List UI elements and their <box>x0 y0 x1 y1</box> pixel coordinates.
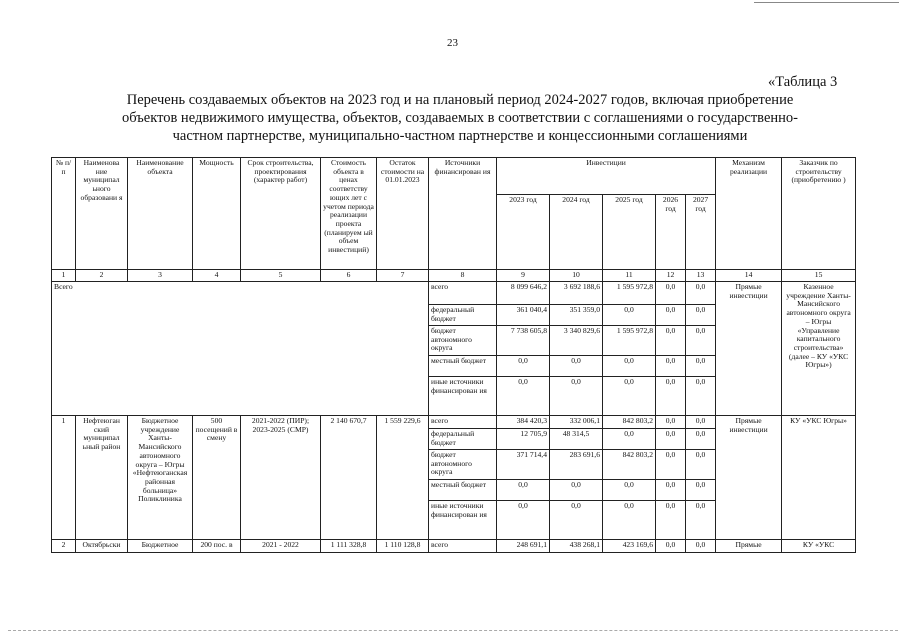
source-cell: федеральный бюджет <box>429 429 497 450</box>
item-cost: 2 140 670,7 <box>321 416 377 540</box>
value-2024: 332 006,1 <box>550 416 603 429</box>
value-2026: 0,0 <box>656 356 686 377</box>
column-number: 12 <box>656 270 686 282</box>
item-capacity: 500 посещений в смену <box>193 416 241 540</box>
column-number: 4 <box>193 270 241 282</box>
table-label: «Таблица 3 <box>768 74 838 90</box>
total-mechanism: Прямые инвестиции <box>716 282 782 416</box>
value-2025: 842 803,2 <box>603 450 656 480</box>
item-remainder: 1 559 229,6 <box>377 416 429 540</box>
bottom-scan-edge <box>8 630 898 631</box>
title-line-1: Перечень создаваемых объектов на 2023 год и на плановый период 2024-2027 годов, включая приобретение <box>126 92 794 108</box>
investment-table <box>51 157 856 553</box>
column-number: 14 <box>716 270 782 282</box>
value-2023: 12 705,9 <box>497 429 550 450</box>
value-2025: 0,0 <box>603 429 656 450</box>
value-2026: 0,0 <box>656 540 686 553</box>
header-2027: 2027 год <box>686 195 716 270</box>
value-2027: 0,0 <box>686 480 716 501</box>
header-period: Срок строительства, проектирования (характер работ) <box>241 158 321 270</box>
header-remainder: Остаток стоимости на 01.01.2023 <box>377 158 429 270</box>
header-customer: Заказчик по строительству (приобретению ) <box>782 158 856 270</box>
item-customer: КУ «УКС <box>782 540 856 553</box>
value-2027: 0,0 <box>686 356 716 377</box>
value-2025: 423 169,6 <box>603 540 656 553</box>
column-number: 3 <box>128 270 193 282</box>
item-object: Бюджетное учреждение Ханты-Мансийского автономного округа – Югры «Нефтеюганская районная больница» Поликлиника <box>128 416 193 540</box>
value-2023: 248 691,1 <box>497 540 550 553</box>
column-number: 15 <box>782 270 856 282</box>
column-number: 2 <box>76 270 128 282</box>
value-2023: 371 714,4 <box>497 450 550 480</box>
value-2024: 3 340 829,6 <box>550 326 603 356</box>
value-2027: 0,0 <box>686 416 716 429</box>
value-2024: 0,0 <box>550 480 603 501</box>
value-2026: 0,0 <box>656 416 686 429</box>
item-cost: 1 111 328,8 <box>321 540 377 553</box>
source-cell: всего <box>429 416 497 429</box>
value-2027: 0,0 <box>686 429 716 450</box>
value-2026: 0,0 <box>656 377 686 416</box>
item-capacity: 200 пос. в <box>193 540 241 553</box>
item-period: 2021-2022 (ПИР); 2023-2025 (СМР) <box>241 416 321 540</box>
value-2027: 0,0 <box>686 282 716 305</box>
source-cell: местный бюджет <box>429 356 497 377</box>
column-number: 1 <box>52 270 76 282</box>
header-municipality: Наименова ние муниципал ьного образовани я <box>76 158 128 270</box>
source-cell: иные источники финансирован ия <box>429 377 497 416</box>
value-2023: 0,0 <box>497 480 550 501</box>
value-2027: 0,0 <box>686 501 716 540</box>
value-2027: 0,0 <box>686 540 716 553</box>
value-2025: 1 595 972,8 <box>603 326 656 356</box>
item-customer: КУ «УКС Югры» <box>782 416 856 540</box>
value-2023: 384 420,3 <box>497 416 550 429</box>
item-row <box>52 540 856 553</box>
header-sources: Источники финансирован ия <box>429 158 497 270</box>
value-2023: 8 099 646,2 <box>497 282 550 305</box>
header-object: Наименование объекта <box>128 158 193 270</box>
value-2026: 0,0 <box>656 429 686 450</box>
value-2025: 0,0 <box>603 356 656 377</box>
item-mechanism: Прямые инвестиции <box>716 416 782 540</box>
value-2024: 351 359,0 <box>550 305 603 326</box>
item-number: 1 <box>52 416 76 540</box>
value-2025: 0,0 <box>603 501 656 540</box>
title-line-2: объектов недвижимого имущества, объектов, создаваемых в соответствии с соглашениями о государственно- <box>122 110 798 126</box>
value-2023: 0,0 <box>497 377 550 416</box>
source-cell: всего <box>429 540 497 553</box>
value-2026: 0,0 <box>656 282 686 305</box>
item-municipality: Нефтеюган ский муниципал ьный район <box>76 416 128 540</box>
total-customer: Казенное учреждение Ханты-Мансийского автономного округа – Югры «Управление капитального строительства» (далее – КУ «УКС Югры») <box>782 282 856 416</box>
value-2023: 0,0 <box>497 501 550 540</box>
item-municipality: Октябрьски <box>76 540 128 553</box>
header-2023: 2023 год <box>497 195 550 270</box>
value-2023: 0,0 <box>497 356 550 377</box>
value-2025: 1 595 972,8 <box>603 282 656 305</box>
document-title <box>90 91 830 145</box>
source-cell: бюджет автономного округа <box>429 450 497 480</box>
column-number: 13 <box>686 270 716 282</box>
source-cell: всего <box>429 282 497 305</box>
header-2025: 2025 год <box>603 195 656 270</box>
value-2024: 0,0 <box>550 501 603 540</box>
header-num: № п/п <box>52 158 76 270</box>
value-2024: 0,0 <box>550 377 603 416</box>
value-2026: 0,0 <box>656 326 686 356</box>
column-number: 9 <box>497 270 550 282</box>
column-number: 5 <box>241 270 321 282</box>
value-2027: 0,0 <box>686 326 716 356</box>
source-cell: местный бюджет <box>429 480 497 501</box>
value-2026: 0,0 <box>656 450 686 480</box>
column-number: 11 <box>603 270 656 282</box>
header-row <box>52 158 856 195</box>
item-object: Бюджетное <box>128 540 193 553</box>
page-number: 23 <box>447 37 458 49</box>
value-2024: 283 691,6 <box>550 450 603 480</box>
value-2026: 0,0 <box>656 305 686 326</box>
item-remainder: 1 110 128,8 <box>377 540 429 553</box>
column-number-row <box>52 270 856 282</box>
value-2024: 48 314,5 <box>550 429 603 450</box>
column-number: 6 <box>321 270 377 282</box>
header-investments: Инвестиции <box>497 158 716 195</box>
header-mechanism: Механизм реализации <box>716 158 782 270</box>
item-number: 2 <box>52 540 76 553</box>
column-number: 8 <box>429 270 497 282</box>
item-period: 2021 - 2022 <box>241 540 321 553</box>
value-2025: 0,0 <box>603 480 656 501</box>
total-row <box>52 282 856 305</box>
value-2027: 0,0 <box>686 305 716 326</box>
value-2025: 842 803,2 <box>603 416 656 429</box>
value-2027: 0,0 <box>686 450 716 480</box>
value-2025: 0,0 <box>603 305 656 326</box>
header-2024: 2024 год <box>550 195 603 270</box>
value-2026: 0,0 <box>656 480 686 501</box>
value-2025: 0,0 <box>603 377 656 416</box>
title-line-3: частном партнерстве, муниципально-частном партнерстве и концессионными соглашениями <box>172 128 748 144</box>
value-2023: 7 738 605,8 <box>497 326 550 356</box>
value-2024: 3 692 188,6 <box>550 282 603 305</box>
header-2026: 2026 год <box>656 195 686 270</box>
item-row <box>52 416 856 429</box>
item-mechanism: Прямые <box>716 540 782 553</box>
total-label: Всего <box>52 282 429 416</box>
header-capacity: Мощность <box>193 158 241 270</box>
value-2023: 361 040,4 <box>497 305 550 326</box>
column-number: 7 <box>377 270 429 282</box>
source-cell: иные источники финансирован ия <box>429 501 497 540</box>
value-2027: 0,0 <box>686 377 716 416</box>
value-2026: 0,0 <box>656 501 686 540</box>
top-rule <box>754 2 899 3</box>
header-cost: Стоимость объекта в ценах соответству ющих лет с учетом периода реализации проекта (планируем ый объем инвестиций) <box>321 158 377 270</box>
source-cell: федеральный бюджет <box>429 305 497 326</box>
column-number: 10 <box>550 270 603 282</box>
source-cell: бюджет автономного округа <box>429 326 497 356</box>
value-2024: 438 268,1 <box>550 540 603 553</box>
value-2024: 0,0 <box>550 356 603 377</box>
